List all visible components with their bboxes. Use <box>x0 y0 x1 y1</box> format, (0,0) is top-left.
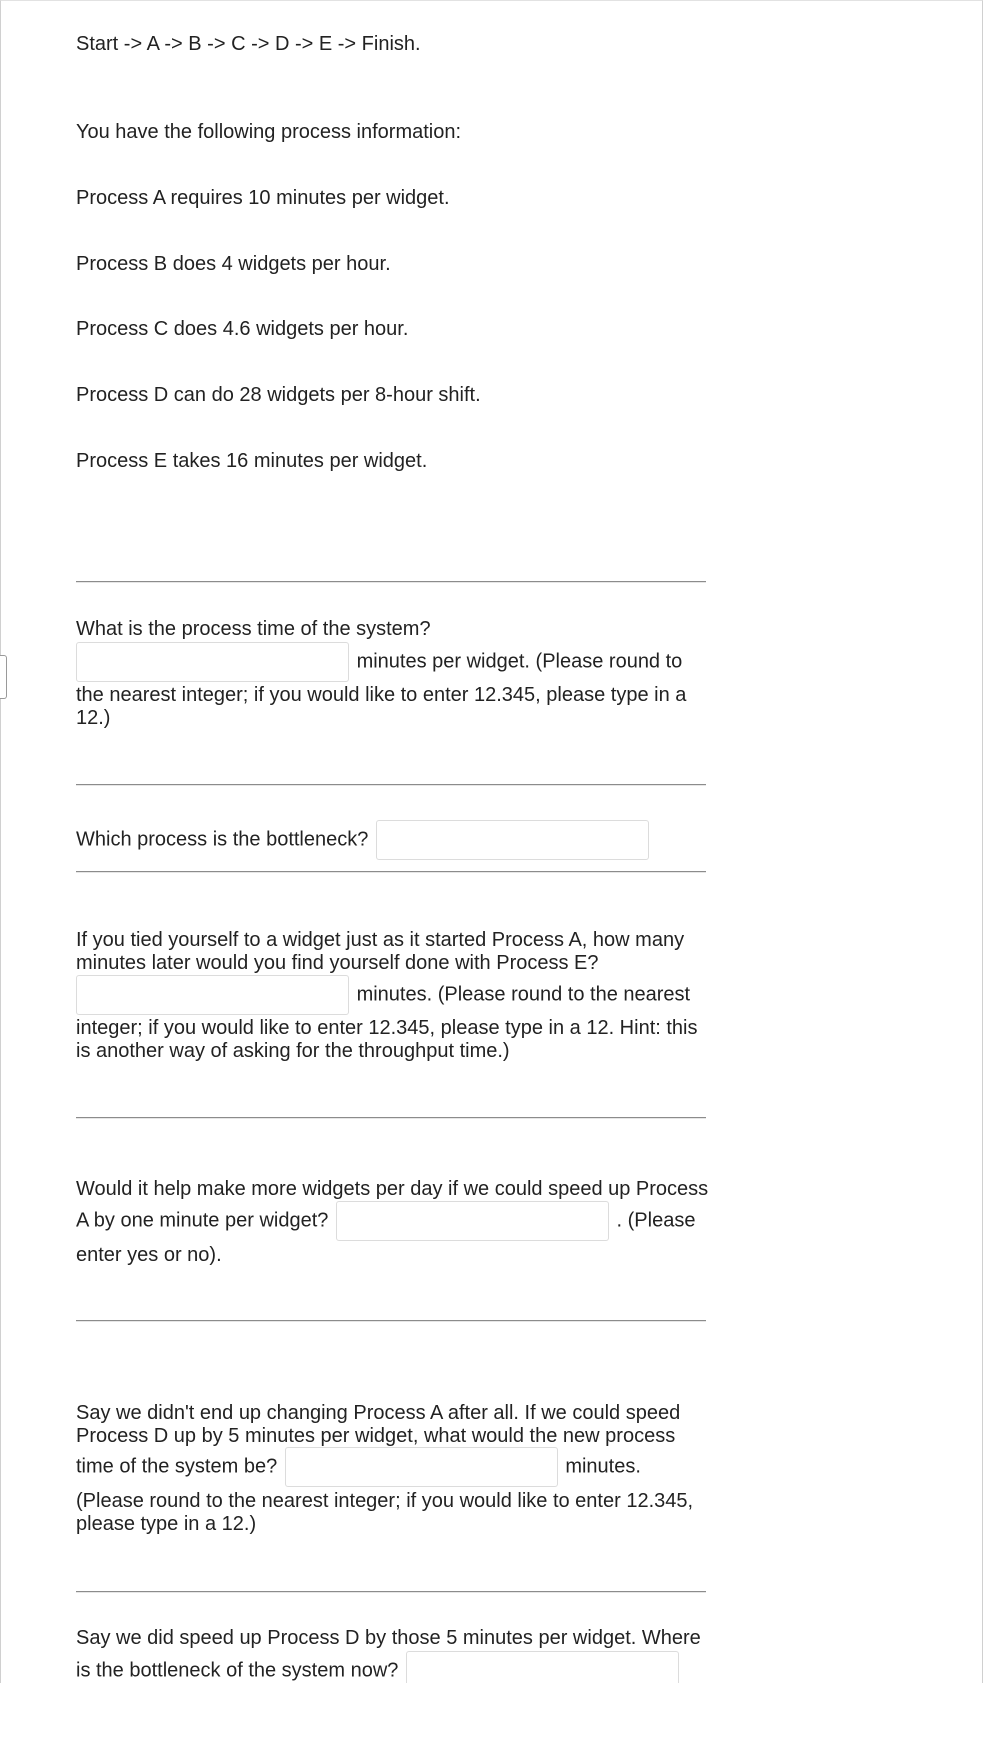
divider <box>76 784 706 785</box>
q3-answer-row <box>74 974 690 1015</box>
process-c-info: Process C does 4.6 widgets per hour. <box>76 318 409 340</box>
q4-answer-row <box>76 1200 695 1241</box>
q1-question: What is the process time of the system? <box>76 618 431 640</box>
q1-rounding-note: the nearest integer; if you would like to enter 12.345, please type in a 12.) <box>76 684 687 729</box>
process-d-info: Process D can do 28 widgets per 8-hour shift. <box>76 384 481 406</box>
divider <box>76 1117 706 1118</box>
q5-rounding-note: (Please round to the nearest integer; if you would like to enter 12.345, please type in a 12.) <box>76 1490 694 1535</box>
divider <box>76 581 706 582</box>
q1-unit-text: minutes per widget. (Please round to <box>356 650 683 673</box>
q2-question: Which process is the bottleneck? <box>76 828 369 851</box>
divider <box>76 1320 706 1321</box>
q4-question-line: Would it help make more widgets per day if we could speed up Process <box>76 1178 709 1200</box>
q5-unit-text: minutes. <box>565 1455 641 1478</box>
q6-question-continued: is the bottleneck of the system now? <box>76 1659 399 1682</box>
q4-yes-no-input[interactable] <box>336 1201 609 1241</box>
q1-process-time-input[interactable] <box>76 642 349 682</box>
divider <box>76 1591 706 1592</box>
q6-answer-row <box>76 1650 681 1683</box>
q5-question: Say we didn't end up changing Process A after all. If we could speed Process D up by 5 minutes per widget, what would the new process <box>76 1402 681 1447</box>
divider <box>76 871 706 872</box>
q3-throughput-time-input[interactable] <box>76 975 349 1015</box>
q3-unit-text: minutes. (Please round to the nearest <box>356 983 691 1006</box>
q4-after-text: . (Please <box>616 1209 696 1232</box>
q4-question-continued: A by one minute per widget? <box>76 1209 329 1232</box>
process-a-info: Process A requires 10 minutes per widget. <box>76 187 450 209</box>
process-e-info: Process E takes 16 minutes per widget. <box>76 450 428 472</box>
q1-answer-row <box>74 641 682 682</box>
q2-row <box>76 819 651 860</box>
side-panel-handle[interactable] <box>0 655 7 699</box>
intro-text: You have the following process information: <box>76 121 462 143</box>
q5-new-process-time-input[interactable] <box>285 1447 558 1487</box>
q3-question: If you tied yourself to a widget just as it started Process A, how many minutes later would you find yourself done with Process E? <box>76 929 685 974</box>
process-b-info: Process B does 4 widgets per hour. <box>76 253 391 275</box>
q4-instruction: enter yes or no). <box>76 1244 222 1266</box>
q6-question-line: Say we did speed up Process D by those 5 minutes per widget. Where <box>76 1627 701 1649</box>
process-flow: Start -> A -> B -> C -> D -> E -> Finish. <box>76 33 421 55</box>
q5-answer-row <box>76 1446 641 1487</box>
q6-new-bottleneck-input[interactable] <box>406 1651 679 1683</box>
q5-question-continued: time of the system be? <box>76 1455 278 1478</box>
q3-hint-note: integer; if you would like to enter 12.345, please type in a 12. Hint: this is another way of asking for the throughput time.) <box>76 1017 698 1062</box>
q2-bottleneck-input[interactable] <box>376 820 649 860</box>
